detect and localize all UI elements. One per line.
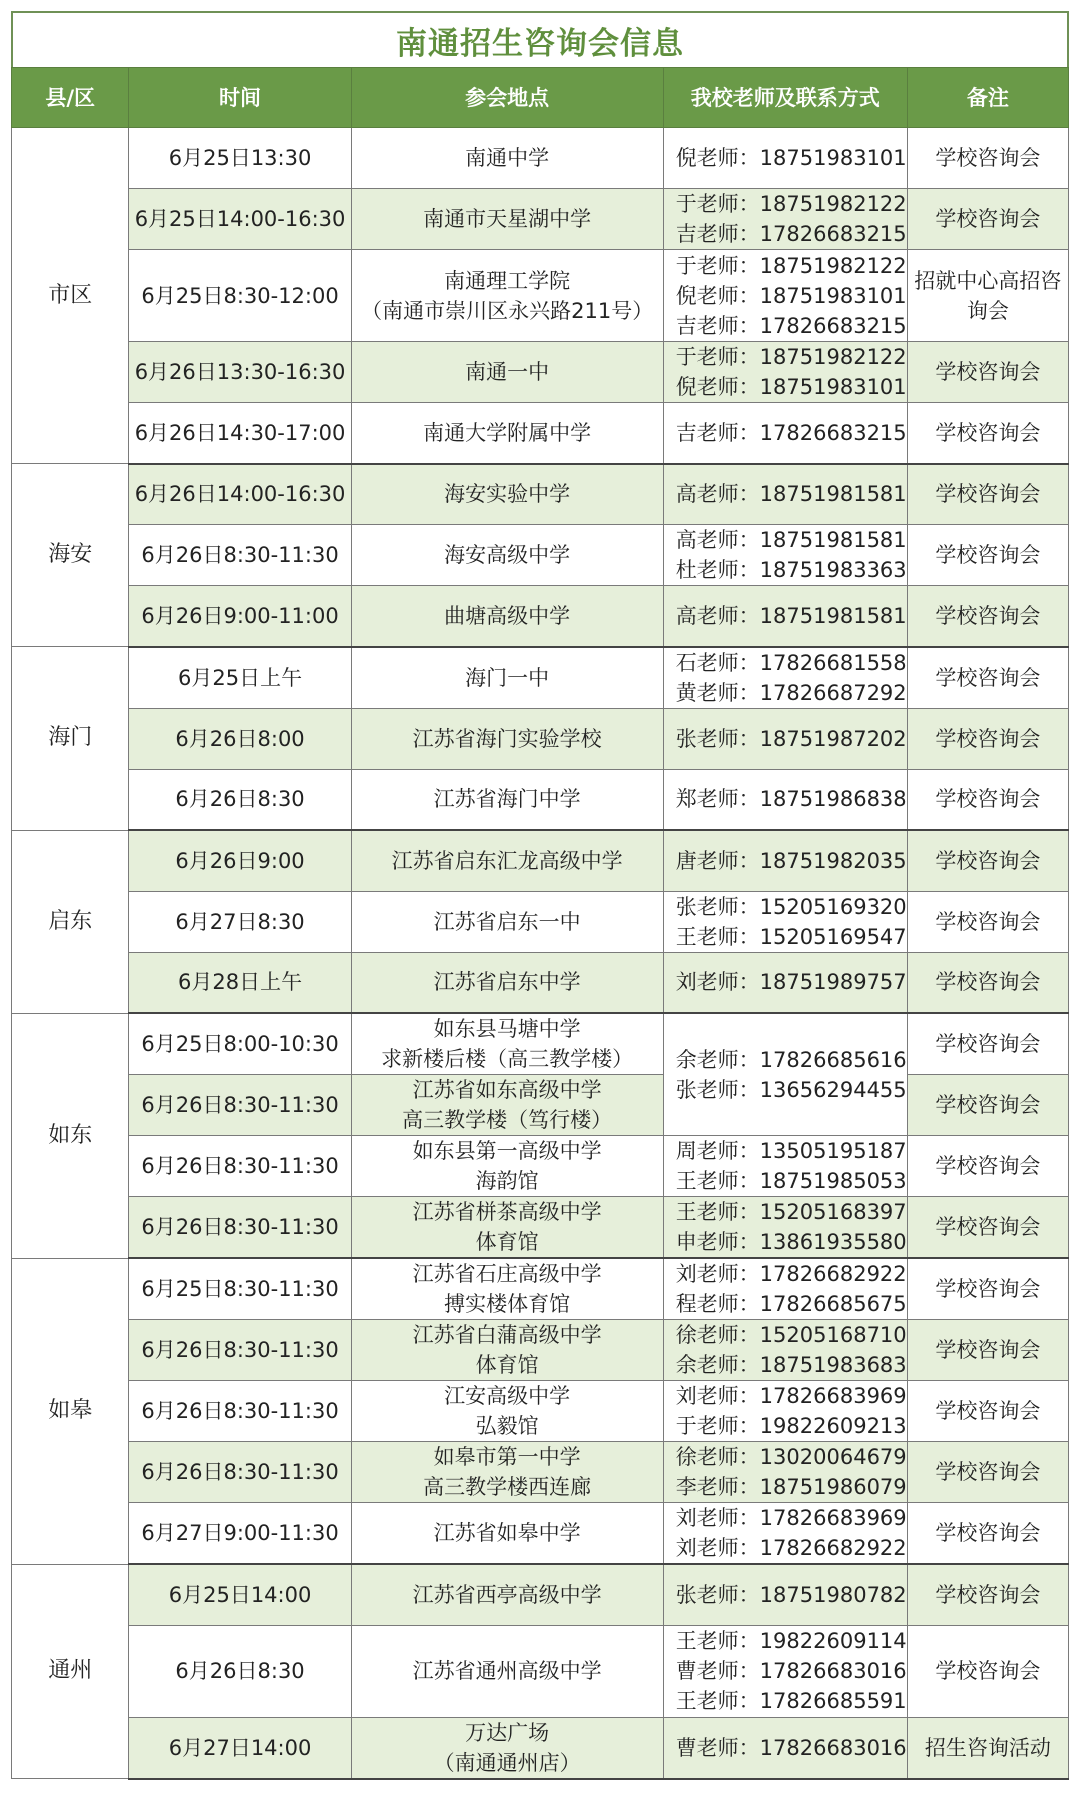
note-line: 学校咨询会 xyxy=(935,1338,1041,1362)
contact-line: 王老师：17826685591 xyxy=(675,1689,907,1713)
place-cell xyxy=(351,586,663,647)
contact-line: 曹老师：17826683016 xyxy=(675,1659,907,1683)
time-cell: 6月26日8:30-11:30 xyxy=(129,1381,351,1442)
place-cell xyxy=(351,403,663,464)
table-row xyxy=(12,708,1069,769)
contact-line: 倪老师：18751983101 xyxy=(675,146,907,170)
note-line: 学校咨询会 xyxy=(935,726,1041,751)
time-cell: 6月25日上午 xyxy=(129,647,351,709)
contact-cell xyxy=(663,1381,907,1442)
header-place: 参会地点 xyxy=(351,68,663,128)
place-line: 海门一中 xyxy=(465,665,550,690)
contact-line: 倪老师：18751983101 xyxy=(675,283,907,308)
header-time: 时间 xyxy=(129,68,351,128)
place-line: 高三教学楼西连廊 xyxy=(423,1475,592,1499)
note-line: 招生咨询活动 xyxy=(924,1735,1051,1760)
table-row xyxy=(12,1381,1069,1442)
table-row xyxy=(12,342,1069,403)
place-cell xyxy=(351,1564,663,1625)
contact-cell xyxy=(663,647,907,709)
contact-line: 于老师：19822609213 xyxy=(675,1414,907,1438)
note-cell xyxy=(907,891,1068,952)
place-line: 南通中学 xyxy=(465,146,550,170)
header-note: 备注 xyxy=(907,68,1068,128)
contact-line: 高老师：18751981581 xyxy=(675,528,907,552)
note-line: 学校咨询会 xyxy=(935,1582,1041,1607)
place-cell xyxy=(351,891,663,952)
contact-cell xyxy=(663,1625,907,1717)
note-line: 学校咨询会 xyxy=(935,1460,1041,1484)
contact-line: 高老师：18751981581 xyxy=(675,482,907,507)
note-cell xyxy=(907,525,1068,586)
table-row xyxy=(12,586,1069,647)
place-cell xyxy=(351,1075,663,1136)
contact-cell xyxy=(663,708,907,769)
place-line: 如皋市第一中学 xyxy=(433,1445,581,1469)
note-line: 询会 xyxy=(966,298,1009,323)
table-row xyxy=(12,403,1069,464)
contact-line: 高老师：18751981581 xyxy=(675,603,907,628)
place-cell xyxy=(351,128,663,189)
place-line: 江苏省石庄高级中学 xyxy=(412,1262,602,1286)
note-cell xyxy=(907,1075,1068,1136)
place-line: 南通理工学院 xyxy=(444,268,571,293)
contact-cell xyxy=(663,1503,907,1565)
place-cell xyxy=(351,708,663,769)
place-line: 南通市天星湖中学 xyxy=(423,207,592,231)
place-cell xyxy=(351,1381,663,1442)
place-line: 江苏省海门实验学校 xyxy=(412,726,602,751)
contact-line: 余老师：17826685616 xyxy=(675,1047,907,1072)
table-row xyxy=(12,1013,1069,1075)
place-line: 南通一中 xyxy=(465,360,550,384)
time-cell: 6月25日8:30-12:00 xyxy=(129,250,351,342)
place-line: 江苏省栟茶高级中学 xyxy=(412,1200,602,1224)
county-cell: 启东 xyxy=(12,830,129,1013)
table-row xyxy=(12,1075,1069,1136)
contact-cell xyxy=(663,342,907,403)
place-line: （南通通州店） xyxy=(433,1750,581,1775)
note-line: 学校咨询会 xyxy=(935,1032,1041,1056)
place-line: 江苏省如东高级中学 xyxy=(412,1078,602,1102)
place-line: 海安高级中学 xyxy=(444,543,571,567)
contact-cell xyxy=(663,1717,907,1779)
contact-cell xyxy=(663,1258,907,1320)
note-cell xyxy=(907,1625,1068,1717)
place-line: 江苏省白蒲高级中学 xyxy=(412,1323,602,1347)
place-cell xyxy=(351,250,663,342)
place-cell xyxy=(351,769,663,830)
contact-line: 张老师：18751987202 xyxy=(675,726,907,751)
contact-line: 刘老师：17826683969 xyxy=(675,1506,907,1530)
place-line: 江苏省启东一中 xyxy=(433,909,581,934)
contact-line: 王老师：15205168397 xyxy=(675,1200,907,1224)
schedule-document xyxy=(11,11,1069,1780)
contact-line: 张老师：15205169320 xyxy=(675,894,907,919)
time-cell: 6月25日14:00 xyxy=(129,1564,351,1625)
contact-cell xyxy=(663,128,907,189)
contact-line: 程老师：17826685675 xyxy=(675,1292,907,1316)
note-cell xyxy=(907,1258,1068,1320)
place-line: 曲塘高级中学 xyxy=(444,603,571,628)
contact-cell xyxy=(663,769,907,830)
note-line: 学校咨询会 xyxy=(935,1154,1041,1178)
note-line: 学校咨询会 xyxy=(935,146,1041,170)
contact-line: 唐老师：18751982035 xyxy=(675,848,907,873)
place-line: （南通市崇川区永兴路211号） xyxy=(361,298,654,323)
time-cell: 6月27日9:00-11:30 xyxy=(129,1503,351,1565)
table-body xyxy=(12,128,1069,1779)
place-line: 江苏省启东中学 xyxy=(433,970,581,995)
time-cell: 6月25日13:30 xyxy=(129,128,351,189)
table-row xyxy=(12,952,1069,1013)
contact-line: 王老师：15205169547 xyxy=(675,924,907,949)
note-cell xyxy=(907,1136,1068,1197)
contact-line: 李老师：18751986079 xyxy=(675,1475,907,1499)
county-cell: 通州 xyxy=(12,1564,129,1779)
place-cell xyxy=(351,1197,663,1259)
note-cell xyxy=(907,647,1068,709)
note-line: 学校咨询会 xyxy=(935,848,1041,873)
time-cell: 6月26日8:30 xyxy=(129,769,351,830)
contact-line: 张老师：18751980782 xyxy=(675,1582,907,1607)
note-line: 学校咨询会 xyxy=(935,1521,1041,1545)
table-row xyxy=(12,647,1069,709)
time-cell: 6月26日8:30-11:30 xyxy=(129,1075,351,1136)
contact-line: 倪老师：18751983101 xyxy=(675,375,907,399)
place-cell xyxy=(351,1442,663,1503)
contact-line: 王老师：19822609114 xyxy=(675,1629,907,1653)
time-cell: 6月26日14:30-17:00 xyxy=(129,403,351,464)
note-line: 学校咨询会 xyxy=(935,1215,1041,1239)
contact-line: 于老师：18751982122 xyxy=(675,253,907,278)
note-line: 学校咨询会 xyxy=(935,1277,1041,1301)
place-line: 江苏省如皋中学 xyxy=(433,1521,581,1545)
table-row xyxy=(12,189,1069,250)
contact-cell xyxy=(663,403,907,464)
note-line: 学校咨询会 xyxy=(935,420,1041,445)
time-cell: 6月26日8:30-11:30 xyxy=(129,1442,351,1503)
place-cell xyxy=(351,1503,663,1565)
table-row xyxy=(12,1442,1069,1503)
contact-cell xyxy=(663,525,907,586)
note-line: 学校咨询会 xyxy=(935,482,1041,507)
contact-cell xyxy=(663,830,907,891)
contact-line: 于老师：18751982122 xyxy=(675,192,907,216)
county-cell: 如皋 xyxy=(12,1258,129,1564)
contact-line: 徐老师：13020064679 xyxy=(675,1445,907,1469)
note-line: 招就中心高招咨 xyxy=(914,268,1062,293)
county-cell: 海门 xyxy=(12,647,129,831)
contact-line: 曹老师：17826683016 xyxy=(675,1735,907,1760)
time-cell: 6月26日9:00-11:00 xyxy=(129,586,351,647)
note-line: 学校咨询会 xyxy=(935,207,1041,231)
note-line: 学校咨询会 xyxy=(935,603,1041,628)
note-line: 学校咨询会 xyxy=(935,970,1041,995)
contact-cell xyxy=(663,1197,907,1259)
time-cell: 6月26日8:00 xyxy=(129,708,351,769)
contact-cell xyxy=(663,1442,907,1503)
time-cell: 6月26日9:00 xyxy=(129,830,351,891)
contact-line: 石老师：17826681558 xyxy=(675,650,907,675)
contact-line: 张老师：13656294455 xyxy=(675,1077,907,1102)
page-title: 南通招生咨询会信息 xyxy=(396,25,684,62)
time-cell: 6月25日8:00-10:30 xyxy=(129,1013,351,1075)
place-cell xyxy=(351,647,663,709)
contact-cell xyxy=(663,586,907,647)
note-cell xyxy=(907,464,1068,525)
place-line: 弘毅馆 xyxy=(475,1414,539,1438)
note-line: 学校咨询会 xyxy=(935,1399,1041,1423)
place-line: 江苏省通州高级中学 xyxy=(412,1659,602,1683)
note-line: 学校咨询会 xyxy=(935,1659,1041,1683)
note-cell xyxy=(907,403,1068,464)
time-cell: 6月25日14:00-16:30 xyxy=(129,189,351,250)
place-line: 搏实楼体育馆 xyxy=(444,1292,571,1316)
place-cell xyxy=(351,1258,663,1320)
time-cell: 6月26日8:30-11:30 xyxy=(129,1136,351,1197)
place-cell xyxy=(351,952,663,1013)
note-cell xyxy=(907,1013,1068,1075)
contact-cell xyxy=(663,891,907,952)
note-cell xyxy=(907,189,1068,250)
place-line: 江苏省启东汇龙高级中学 xyxy=(391,848,623,873)
note-cell xyxy=(907,708,1068,769)
contact-line: 王老师：18751985053 xyxy=(675,1169,907,1193)
contact-line: 吉老师：17826683215 xyxy=(675,222,907,246)
place-cell xyxy=(351,1625,663,1717)
note-line: 学校咨询会 xyxy=(935,360,1041,384)
note-line: 学校咨询会 xyxy=(935,787,1041,812)
county-cell: 如东 xyxy=(12,1013,129,1258)
contact-cell xyxy=(663,1136,907,1197)
table-row xyxy=(12,769,1069,830)
time-cell: 6月26日8:30-11:30 xyxy=(129,1197,351,1259)
time-cell: 6月27日14:00 xyxy=(129,1717,351,1779)
place-line: 江苏省西亭高级中学 xyxy=(412,1582,602,1607)
note-cell xyxy=(907,250,1068,342)
time-cell: 6月26日13:30-16:30 xyxy=(129,342,351,403)
place-line: 万达广场 xyxy=(465,1720,550,1745)
place-line: 高三教学楼（笃行楼） xyxy=(402,1108,613,1132)
table-row xyxy=(12,525,1069,586)
contact-line: 杜老师：18751983363 xyxy=(675,558,907,582)
place-line: 求新楼后楼（高三教学楼） xyxy=(381,1047,634,1071)
table-row xyxy=(12,830,1069,891)
contact-line: 刘老师：18751989757 xyxy=(675,970,907,995)
table-row xyxy=(12,1258,1069,1320)
place-line: 如东县马塘中学 xyxy=(433,1017,581,1041)
place-line: 体育馆 xyxy=(475,1353,539,1377)
table-row xyxy=(12,1136,1069,1197)
note-cell xyxy=(907,1564,1068,1625)
note-cell xyxy=(907,342,1068,403)
contact-line: 周老师：13505195187 xyxy=(675,1139,907,1163)
note-cell xyxy=(907,1442,1068,1503)
place-line: 南通大学附属中学 xyxy=(423,420,592,445)
contact-line: 刘老师：17826683969 xyxy=(675,1384,907,1408)
place-cell xyxy=(351,189,663,250)
time-cell: 6月27日8:30 xyxy=(129,891,351,952)
contact-cell xyxy=(663,952,907,1013)
contact-line: 徐老师：15205168710 xyxy=(675,1323,907,1347)
contact-cell xyxy=(663,1564,907,1625)
note-line: 学校咨询会 xyxy=(935,1093,1041,1117)
contact-cell xyxy=(663,250,907,342)
table-row xyxy=(12,250,1069,342)
table-header-row xyxy=(12,68,1069,128)
contact-line: 吉老师：17826683215 xyxy=(675,313,907,338)
contact-cell xyxy=(663,1320,907,1381)
contact-cell xyxy=(663,189,907,250)
table-row xyxy=(12,128,1069,189)
note-cell xyxy=(907,1320,1068,1381)
contact-cell xyxy=(663,1013,907,1136)
place-line: 如东县第一高级中学 xyxy=(412,1139,602,1163)
time-cell: 6月26日8:30-11:30 xyxy=(129,525,351,586)
place-line: 海韵馆 xyxy=(475,1169,539,1193)
time-cell: 6月25日8:30-11:30 xyxy=(129,1258,351,1320)
place-cell xyxy=(351,1013,663,1075)
place-line: 江安高级中学 xyxy=(444,1384,571,1408)
table-row xyxy=(12,1320,1069,1381)
county-cell: 海安 xyxy=(12,464,129,647)
contact-line: 申老师：13861935580 xyxy=(675,1230,907,1254)
note-cell xyxy=(907,952,1068,1013)
note-cell xyxy=(907,128,1068,189)
contact-line: 郑老师：18751986838 xyxy=(675,787,907,812)
contact-line: 刘老师：17826682922 xyxy=(675,1536,907,1560)
note-line: 学校咨询会 xyxy=(935,909,1041,934)
table-row xyxy=(12,464,1069,525)
time-cell: 6月26日8:30 xyxy=(129,1625,351,1717)
note-cell xyxy=(907,1381,1068,1442)
table-row xyxy=(12,891,1069,952)
table-row xyxy=(12,1197,1069,1259)
title-bar xyxy=(11,11,1069,67)
place-cell xyxy=(351,1717,663,1779)
header-county: 县/区 xyxy=(12,68,129,128)
note-line: 学校咨询会 xyxy=(935,543,1041,567)
note-cell xyxy=(907,830,1068,891)
note-cell xyxy=(907,1503,1068,1565)
table-row xyxy=(12,1564,1069,1625)
county-cell: 市区 xyxy=(12,128,129,464)
place-line: 海安实验中学 xyxy=(444,482,571,507)
contact-cell xyxy=(663,464,907,525)
contact-line: 刘老师：17826682922 xyxy=(675,1262,907,1286)
note-cell xyxy=(907,586,1068,647)
note-cell xyxy=(907,1717,1068,1779)
time-cell: 6月26日8:30-11:30 xyxy=(129,1320,351,1381)
place-cell xyxy=(351,525,663,586)
time-cell: 6月28日上午 xyxy=(129,952,351,1013)
note-line: 学校咨询会 xyxy=(935,665,1041,690)
table-row xyxy=(12,1503,1069,1565)
contact-line: 黄老师：17826687292 xyxy=(675,680,907,705)
place-line: 体育馆 xyxy=(475,1230,539,1254)
table-row xyxy=(12,1625,1069,1717)
note-cell xyxy=(907,1197,1068,1259)
place-cell xyxy=(351,1320,663,1381)
place-cell xyxy=(351,342,663,403)
place-cell xyxy=(351,464,663,525)
contact-line: 余老师：18751983683 xyxy=(675,1353,907,1377)
place-cell xyxy=(351,1136,663,1197)
note-cell xyxy=(907,769,1068,830)
schedule-table xyxy=(11,67,1069,1780)
place-line: 江苏省海门中学 xyxy=(433,787,581,812)
table-row xyxy=(12,1717,1069,1779)
contact-line: 于老师：18751982122 xyxy=(675,345,907,369)
time-cell: 6月26日14:00-16:30 xyxy=(129,464,351,525)
header-contact: 我校老师及联系方式 xyxy=(663,68,907,128)
place-cell xyxy=(351,830,663,891)
contact-line: 吉老师：17826683215 xyxy=(675,420,907,445)
